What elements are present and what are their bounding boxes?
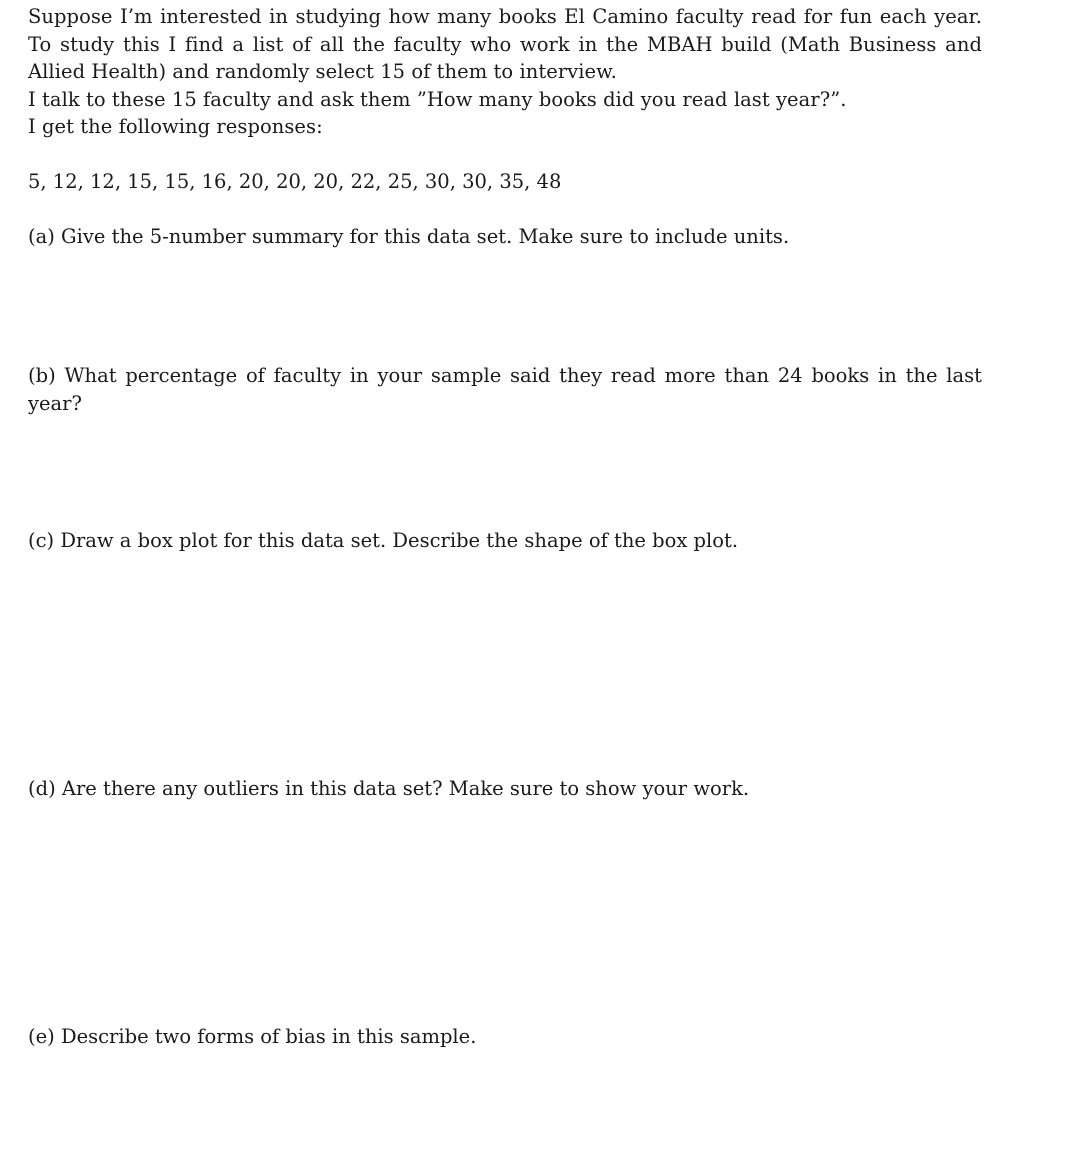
intro-paragraph-setup: Suppose I’m interested in studying how many books El Camino faculty read for fun each year. To study this I find a list of all the faculty who work in the MBAH build (Math Business and Allied Health) and randomly select 15 of them to interview. xyxy=(28,5,982,84)
question-d: (d) Are there any outliers in this data set? Make sure to show your work. xyxy=(28,777,750,800)
intro-text xyxy=(28,3,982,141)
question-c: (c) Draw a box plot for this data set. Describe the shape of the box plot. xyxy=(28,529,739,552)
question-e: (e) Describe two forms of bias in this sample. xyxy=(28,1025,477,1048)
data-values: 5, 12, 12, 15, 15, 16, 20, 20, 20, 22, 25, 30, 30, 35, 48 xyxy=(28,170,562,193)
question-b: (b) What percentage of faculty in your sample said they read more than 24 books in the last year? xyxy=(28,364,982,415)
question-a: (a) Give the 5-number summary for this data set. Make sure to include units. xyxy=(28,225,790,248)
intro-paragraph-responses: I get the following responses: xyxy=(28,115,323,139)
intro-paragraph-question: I talk to these 15 faculty and ask them ”How many books did you read last year?”. xyxy=(28,87,847,111)
